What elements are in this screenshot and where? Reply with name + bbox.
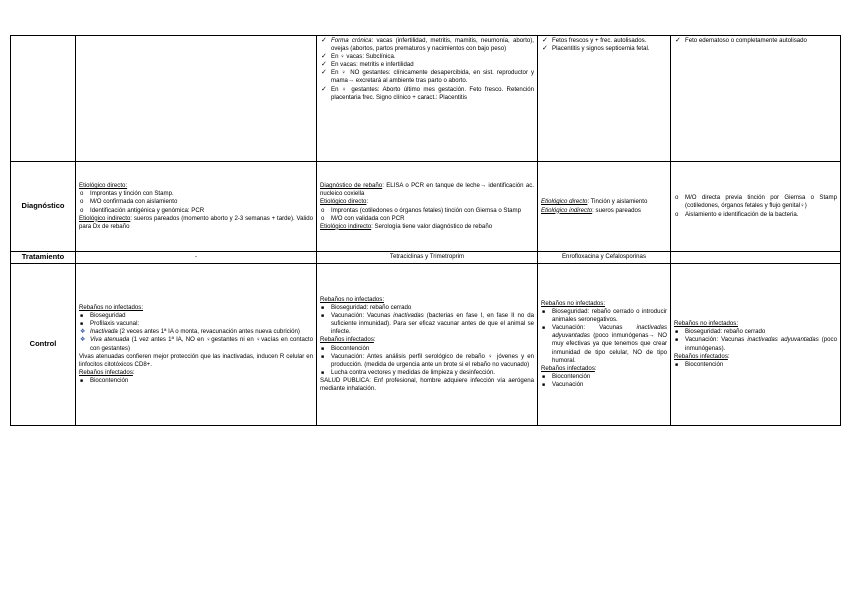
- section-heading: Rebaños infectados: [320, 336, 374, 344]
- row-label-diagnostico: Diagnóstico: [11, 162, 76, 252]
- sintomas-col3: [538, 36, 671, 162]
- list-item: o M/O directa previa tinción por Giemsa o Stamp (cotiledones, órganos fetales y flujo genital♀): [675, 194, 837, 210]
- tratamiento-col1: -: [76, 252, 317, 264]
- square-bullet-icon: ■: [675, 337, 679, 344]
- section-heading: Etiológico indirecto: [320, 222, 372, 230]
- list-item: ■ Vacunación: Vacunas inactivadas (bacterias en fase I, en fase II no da suficiente inmunidad). Para ser eficaz vacunar antes de que el animal se infecte.: [321, 312, 534, 336]
- check-icon: ✓: [675, 37, 681, 44]
- square-bullet-icon: ■: [321, 369, 325, 376]
- list-item: ✓ Placentitis y signos septicemia fetal.: [542, 45, 650, 53]
- square-bullet-icon: ■: [542, 373, 546, 380]
- disease-comparison-table: [10, 35, 841, 426]
- square-bullet-icon: ■: [321, 353, 325, 360]
- list-item: ■ Vacunación: Vacunas inactivadas adyuvantadas (poco inmunógenas).: [675, 336, 837, 352]
- tratamiento-col2: Tetraciclinas y Trimetroprim: [317, 252, 538, 264]
- section-heading: Rebaños no infectados:: [320, 295, 385, 303]
- row-label-tratamiento: Tratamiento: [11, 252, 76, 264]
- list-item: ■ Vacunación: Antes análisis perfil serológico de rebaño ♀ jóvenes y en producción. (medida de urgencia ante un brote si el rebaño no vacunado): [321, 352, 534, 368]
- list-item: o Improntas y tinción con Stamp.: [80, 190, 174, 198]
- check-icon: ✓: [321, 61, 327, 69]
- control-col2: Rebaños no infectados: ■ Bioseguridad: rebaño cerrado ■ Vacunación: Vacunas inactivadas (bacterias en fase I, en fase II no da suficiente inmunidad). Para ser eficaz vacunar antes de que el animal se infecte. Rebaños infectados: ■ Biocontención ■ Vacunación: Antes análisis perfil serológico de rebaño ♀ jóvenes y en producción. (medida de urgencia ante un brote si el rebaño no vacunado) ■ Lucha contra vectores y medidas de limpieza y desinfección. SALUD PUBLICA: Enf profesional, hombre adquiere infección vía aerógena mediante inhalación.: [317, 264, 538, 426]
- sintomas-col4: [671, 36, 841, 162]
- tratamiento-col4: [671, 252, 841, 264]
- list-item: o M/O confirmada con aislamiento: [80, 198, 178, 206]
- square-bullet-icon: ■: [80, 377, 84, 384]
- diagnostico-col2: Diagnóstico de rebaño: ELISA o PCR en tanque de leche→ identificación ac. nucleico coxiella Etiológico directo: o Improntas (cotiledones o órganos fetales) tinción con Giemsa o Stamp o M/O con validada con PCR Etiológico indirecto: Serología tiene valor diagnóstico de rebaño: [317, 162, 538, 252]
- section-heading: Rebaños no infectados:: [674, 320, 739, 328]
- section-heading: Rebaños no infectados:: [79, 304, 144, 312]
- list-item: ■ Vacunación: [542, 380, 584, 388]
- list-item: ■ Bioseguridad: rebaño cerrado: [675, 328, 766, 336]
- table-row-tratamiento: [11, 252, 841, 264]
- check-icon: ✓: [321, 37, 327, 44]
- list-item: ■ Biocontención: [80, 376, 129, 384]
- control-col4: Rebaños no infectados: ■ Bioseguridad: rebaño cerrado ■ Vacunación: Vacunas inactivadas adyuvantadas (poco inmunógenas). Rebaños infectados: ■ Biocontención: [671, 264, 841, 426]
- section-heading: Etiológico indirecto: [541, 206, 593, 214]
- document-page: [10, 35, 840, 426]
- square-bullet-icon: ■: [80, 313, 84, 320]
- list-item: ■ Bioseguridad: rebaño cerrado o introducir animales seronegativos.: [542, 308, 667, 324]
- square-bullet-icon: ■: [321, 345, 325, 352]
- section-heading: Etiológico directo: [320, 198, 367, 206]
- list-item: o Improntas (cotiledones o órganos fetales) tinción con Giemsa o Stamp: [321, 206, 522, 214]
- table-row-sintomas: [11, 36, 841, 162]
- row-label-empty: [11, 36, 76, 162]
- list-item: ■ Bioseguridad: rebaño cerrado: [321, 304, 412, 312]
- control-col1: Rebaños no infectados: ■ Bioseguridad ■ Profilaxis vacunal: ❖ Inactivada (2 veces antes 1ª IA o monta, revacunación antes nueva cubrición) ❖ Viva atenuada (1 vez antes 1ª IA, NO en ♀gestantes ni en ♀vacías en contacto con gestantes) Vivas atenuadas confieren mejor protección que las inactivadas, inducen R celular en linfocitos citotóxicos CD8+. Rebaños infectados: ■ Biocontención: [76, 264, 317, 426]
- list-item: ❖ Viva atenuada (1 vez antes 1ª IA, NO en ♀gestantes ni en ♀vacías en contacto con gestantes): [80, 336, 313, 352]
- section-heading: Rebaños infectados: [79, 368, 133, 376]
- check-icon: ✓: [321, 53, 327, 61]
- section-heading: Etiológico directo:: [79, 182, 128, 190]
- list-item: ■ Vacunación: Vacunas inactivadas adyuvantadas (poco inmunógenas→ NO muy efectivas ya que tenemos que crear inmunidad de tipo celular, NO de tipo humoral.: [542, 324, 667, 364]
- square-bullet-icon: ■: [542, 381, 546, 388]
- sintomas-col2: [317, 36, 538, 162]
- table-row-control: [11, 264, 841, 426]
- section-heading: Diagnóstico de rebaño: [320, 182, 383, 190]
- square-bullet-icon: ■: [542, 309, 546, 316]
- list-item: ■ Biocontención: [321, 344, 370, 352]
- list-item: ■ Bioseguridad: [80, 312, 126, 320]
- square-bullet-icon: ■: [80, 321, 84, 328]
- control-col3: Rebaños no infectados: ■ Bioseguridad: rebaño cerrado o introducir animales seronegativos. ■ Vacunación: Vacunas inactivadas adyuvantadas (poco inmunógenas→ NO muy efectivas ya que tenemos que crear inmunidad de tipo celular, NO de tipo humoral. Rebaños infectados: ■ Biocontención ■ Vacunación: [538, 264, 671, 426]
- square-bullet-icon: ■: [321, 313, 325, 320]
- diamond-bullet-icon: ❖: [80, 337, 86, 344]
- square-bullet-icon: ■: [675, 361, 679, 368]
- section-heading: Etiológico directo: [541, 198, 588, 206]
- diagnostico-col4: [671, 162, 841, 252]
- section-heading: Rebaños infectados: [674, 352, 728, 360]
- check-icon: ✓: [542, 45, 548, 53]
- section-heading: Etiológico indirecto: [79, 214, 131, 222]
- diagnostico-col3: Etiológico directo: Tinción y aislamiento Etiológico indirecto: sueros pareados: [538, 162, 671, 252]
- check-icon: ✓: [321, 69, 327, 77]
- list-item: ✓ Feto edematoso o completamente autolisado: [675, 37, 807, 44]
- list-item: o Identificación antigénica y genómica: PCR: [80, 206, 205, 214]
- list-item: o M/O con validada con PCR: [321, 214, 405, 222]
- square-bullet-icon: ■: [675, 329, 679, 336]
- row-label-control: Control: [11, 264, 76, 426]
- list-item: ✓ Fetos frescos y + frec. autolisados.: [542, 37, 647, 44]
- section-heading: Rebaños no infectados:: [541, 299, 606, 307]
- list-item: ✓ En vacas: metritis e infertilidad: [321, 61, 414, 69]
- paragraph: Vivas atenuadas confieren mejor protección que las inactivadas, inducen R celular en linfocitos citotóxicos CD8+.: [79, 352, 313, 368]
- section-heading: Rebaños infectados: [541, 364, 595, 372]
- check-icon: ✓: [321, 85, 327, 93]
- sintomas-col1: [76, 36, 317, 162]
- list-item: ■ Biocontención: [542, 372, 591, 380]
- list-item: ■ Lucha contra vectores y medidas de limpieza y desinfección.: [321, 368, 495, 376]
- list-item: o Aislamiento e identificación de la bacteria.: [675, 210, 799, 218]
- paragraph: SALUD PUBLICA: Enf profesional, hombre adquiere infección vía aerógena mediante inhalación.: [320, 376, 534, 392]
- tratamiento-col3: Enrofloxacina y Cefalosporinas: [538, 252, 671, 264]
- list-item: ✓ En ♀ vacas: Subclínica.: [321, 53, 396, 61]
- list-item: ✓ En ♀ NO gestantes: clínicamente desapercibida, en sist. reproductor y mama→ excretará al ambiente tras parto o aborto.: [321, 69, 534, 85]
- table-row-diagnostico: [11, 162, 841, 252]
- check-icon: ✓: [542, 37, 548, 44]
- list-item: ✓ Forma crónica: vacas (infertilidad, metritis, mamitis, neumonía, aborto), ovejas (abortos, partos prematuros y nacimientos con bajo peso): [321, 37, 534, 53]
- list-item: ✓ En ♀ gestantes: Aborto último mes gestación. Feto fresco. Retención placentaria frec. Signo clínico + caract.: Placentitis: [321, 85, 534, 101]
- list-item: ■ Profilaxis vacunal:: [80, 320, 140, 328]
- square-bullet-icon: ■: [321, 305, 325, 312]
- square-bullet-icon: ■: [542, 325, 546, 332]
- diamond-bullet-icon: ❖: [80, 329, 86, 336]
- list-item: ■ Biocontención: [675, 360, 724, 368]
- diagnostico-col1: Etiológico directo: o Improntas y tinción con Stamp. o M/O confirmada con aislamiento o Identificación antigénica y genómica: PCR Etiológico indirecto: sueros pareados (momento aborto y 2-3 semanas + tarde). Valido para Dx de rebaño: [76, 162, 317, 252]
- list-item: ❖ Inactivada (2 veces antes 1ª IA o monta, revacunación antes nueva cubrición): [80, 328, 300, 336]
